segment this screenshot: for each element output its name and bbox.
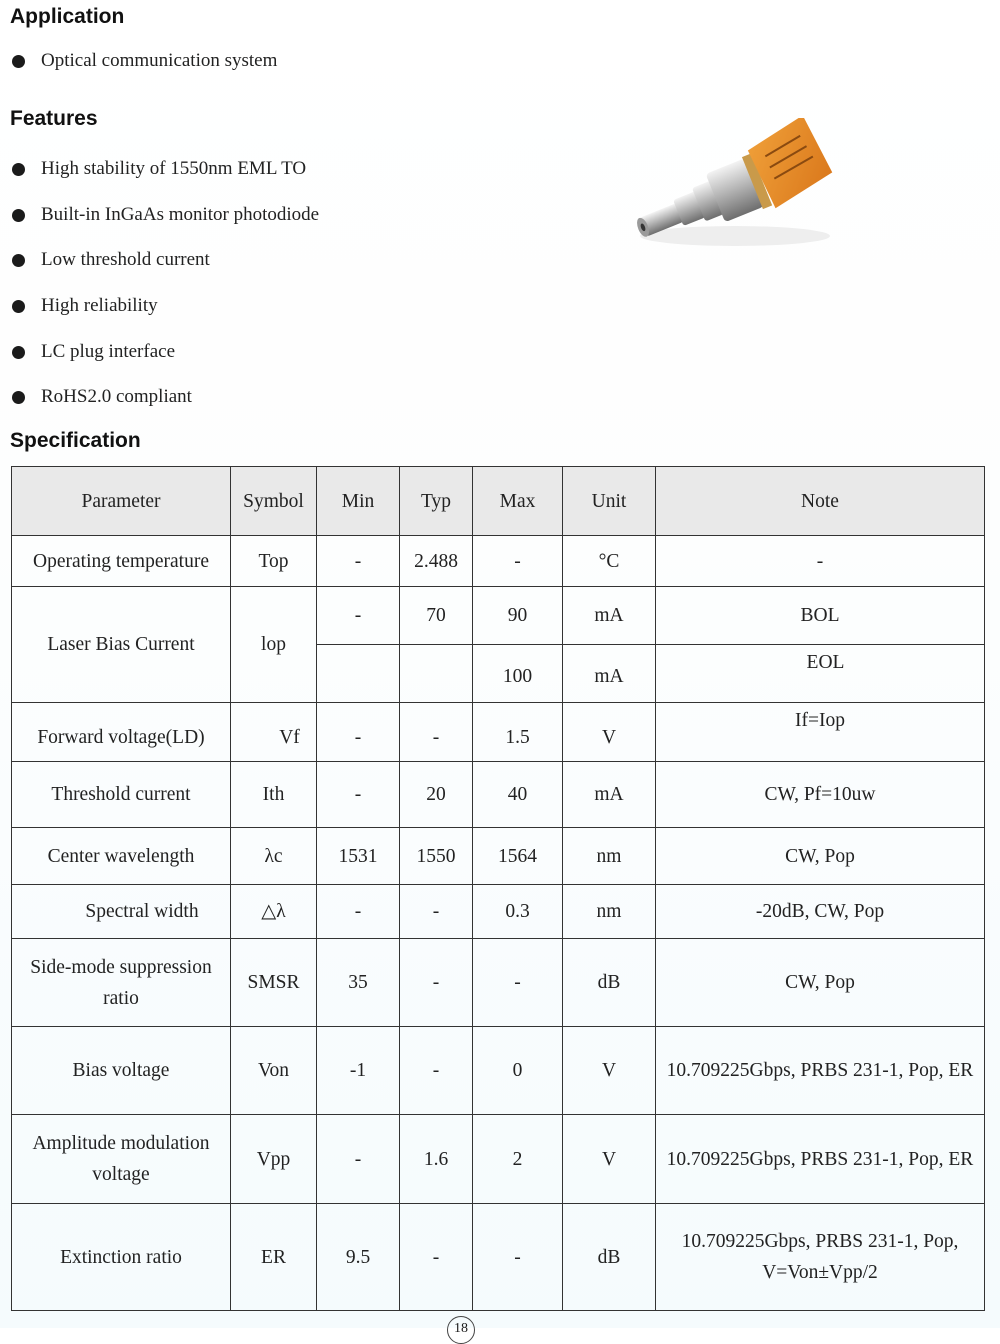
feature-item [12, 249, 210, 271]
table-cell: Threshold current [12, 762, 231, 828]
table-cell: dB [563, 939, 656, 1027]
table-cell: - [473, 939, 563, 1027]
table-cell: 35 [317, 939, 400, 1027]
table-cell: mA [563, 645, 656, 703]
table-row [12, 536, 985, 587]
table-cell: λc [231, 828, 317, 885]
table-cell: dB [563, 1204, 656, 1311]
table-cell: ER [231, 1204, 317, 1311]
table-cell: nm [563, 885, 656, 939]
table-row [12, 1115, 985, 1204]
table-cell: BOL [656, 587, 985, 645]
table-cell: SMSR [231, 939, 317, 1027]
table-row [12, 828, 985, 885]
table-row [12, 1204, 985, 1311]
table-cell: mA [563, 762, 656, 828]
table-cell: 40 [473, 762, 563, 828]
table-cell [317, 645, 400, 703]
bullet-icon [12, 346, 25, 359]
table-cell: Laser Bias Current [12, 587, 231, 703]
table-cell: 1.6 [400, 1115, 473, 1204]
specification-table [11, 466, 985, 1311]
table-cell: Vf [231, 703, 317, 762]
table-cell: - [400, 703, 473, 762]
table-cell: 10.709225Gbps, PRBS 231-1, Pop, V=Von±Vpp/2 [656, 1204, 985, 1311]
application-item-label: Optical communication system [41, 50, 278, 71]
feature-item [12, 341, 175, 363]
table-cell: Extinction ratio [12, 1204, 231, 1311]
table-cell: 1.5 [473, 703, 563, 762]
table-cell: 90 [473, 587, 563, 645]
table-cell: Forward voltage(LD) [12, 703, 231, 762]
feature-item-label: Built-in InGaAs monitor photodiode [41, 204, 320, 225]
table-cell: nm [563, 828, 656, 885]
table-cell: - [656, 536, 985, 587]
feature-item-label: High reliability [41, 295, 158, 316]
table-cell: 1531 [317, 828, 400, 885]
table-cell: mA [563, 587, 656, 645]
bullet-icon [12, 254, 25, 267]
table-cell: CW, Pf=10uw [656, 762, 985, 828]
header-cell: Typ [400, 467, 473, 536]
feature-item-label: High stability of 1550nm EML TO [41, 158, 307, 179]
table-header-row [12, 467, 985, 536]
table-cell: - [317, 587, 400, 645]
table-cell: - [400, 939, 473, 1027]
header-cell: Min [317, 467, 400, 536]
bullet-icon [12, 300, 25, 313]
table-cell: Center wavelength [12, 828, 231, 885]
table-cell: V [563, 703, 656, 762]
table-cell: △λ [231, 885, 317, 939]
table-cell: If=Iop [656, 703, 985, 762]
feature-item-label: RoHS2.0 compliant [41, 386, 192, 407]
table-cell: Bias voltage [12, 1027, 231, 1115]
table-cell: 1550 [400, 828, 473, 885]
table-cell: 0.3 [473, 885, 563, 939]
table-cell: - [400, 885, 473, 939]
table-cell: Spectral width [12, 885, 231, 939]
header-cell: Max [473, 467, 563, 536]
header-cell: Symbol [231, 467, 317, 536]
feature-item-label: LC plug interface [41, 341, 176, 362]
table-cell: 2.488 [400, 536, 473, 587]
table-row [12, 939, 985, 1027]
page-number-label: 18 [454, 1321, 468, 1336]
table-cell: - [400, 1027, 473, 1115]
table-cell: Von [231, 1027, 317, 1115]
table-cell: V [563, 1027, 656, 1115]
feature-item [12, 158, 306, 180]
table-row [12, 1027, 985, 1115]
table-cell: - [317, 762, 400, 828]
table-cell: 100 [473, 645, 563, 703]
table-cell: - [400, 1204, 473, 1311]
header-cell: Note [656, 467, 985, 536]
table-row [12, 762, 985, 828]
header-cell: Parameter [12, 467, 231, 536]
specification-heading: Specification [10, 429, 141, 452]
page-number [447, 1316, 475, 1344]
table-cell: Amplitude modulation voltage [12, 1115, 231, 1204]
feature-item [12, 295, 158, 317]
table-cell: - [473, 1204, 563, 1311]
table-cell: -1 [317, 1027, 400, 1115]
bullet-icon [12, 163, 25, 176]
table-cell: CW, Pop [656, 939, 985, 1027]
table-cell: °C [563, 536, 656, 587]
table-cell: 0 [473, 1027, 563, 1115]
table-cell: Side-mode suppression ratio [12, 939, 231, 1027]
table-row [12, 703, 985, 762]
table-cell: Top [231, 536, 317, 587]
table-cell: 9.5 [317, 1204, 400, 1311]
application-heading: Application [10, 5, 125, 28]
features-heading: Features [10, 107, 98, 130]
table-cell: 2 [473, 1115, 563, 1204]
table-cell: - [317, 703, 400, 762]
table-cell: 70 [400, 587, 473, 645]
table-cell: Vpp [231, 1115, 317, 1204]
table-cell: - [317, 1115, 400, 1204]
feature-item [12, 386, 192, 408]
table-cell: 20 [400, 762, 473, 828]
table-cell: 1564 [473, 828, 563, 885]
application-item [12, 50, 277, 72]
table-row [12, 885, 985, 939]
bullet-icon [12, 55, 25, 68]
bullet-icon [12, 391, 25, 404]
table-cell: 10.709225Gbps, PRBS 231-1, Pop, ER [656, 1115, 985, 1204]
table-cell: CW, Pop [656, 828, 985, 885]
table-cell: - [473, 536, 563, 587]
product-image [625, 118, 845, 258]
feature-item [12, 204, 319, 226]
table-cell: - [317, 885, 400, 939]
table-cell: V [563, 1115, 656, 1204]
table-row [12, 587, 985, 645]
table-cell: lop [231, 587, 317, 703]
bullet-icon [12, 209, 25, 222]
table-cell: -20dB, CW, Pop [656, 885, 985, 939]
table-cell: 10.709225Gbps, PRBS 231-1, Pop, ER [656, 1027, 985, 1115]
table-cell: - [317, 536, 400, 587]
table-cell: Ith [231, 762, 317, 828]
header-cell: Unit [563, 467, 656, 536]
table-cell: Operating temperature [12, 536, 231, 587]
table-cell: EOL [656, 645, 985, 703]
table-cell [400, 645, 473, 703]
feature-item-label: Low threshold current [41, 249, 210, 270]
